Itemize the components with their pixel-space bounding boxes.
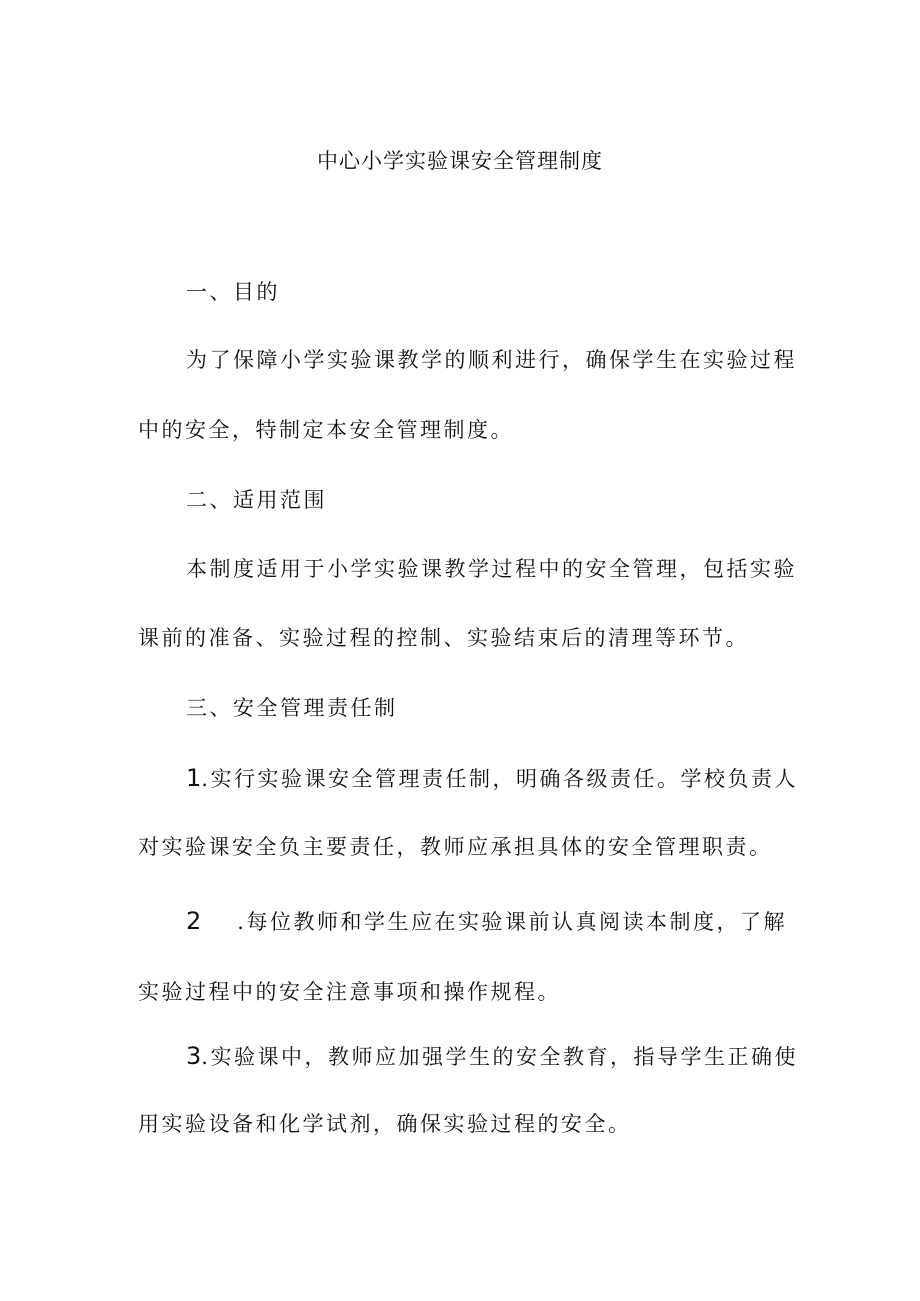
list-item-number: 2 (186, 907, 202, 935)
paragraph-line: 课前的准备、实验过程的控制、实验结束后的清理等环节。 (138, 626, 749, 650)
section-heading-purpose: 一、目的 (186, 280, 280, 304)
list-item-number: 3 (186, 1042, 202, 1070)
paragraph-line: 本制度适用于小学实验课教学过程中的安全管理，包括实验 (186, 557, 797, 581)
paragraph-line: 实验过程中的安全注意事项和操作规程。 (138, 980, 561, 1004)
paragraph-line: 为了保障小学实验课教学的顺利进行，确保学生在实验过程 (186, 348, 797, 372)
list-item-number: 1 (186, 764, 202, 792)
list-item-1-line (186, 762, 798, 795)
paragraph-line: 用实验设备和化学试剂，确保实验过程的安全。 (138, 1112, 632, 1136)
list-item-2-line (186, 905, 787, 938)
paragraph-line: 中的安全，特制定本安全管理制度。 (138, 418, 514, 442)
list-item-text: .实行实验课安全管理责任制，明确各级责任。学校负责人 (201, 767, 798, 791)
section-heading-scope: 二、适用范围 (186, 488, 327, 512)
list-item-text: .每位教师和学生应在实验课前认真阅读本制度，了解 (237, 910, 787, 934)
document-title: 中心小学实验课安全管理制度 (317, 149, 603, 173)
section-heading-responsibility: 三、安全管理责任制 (186, 696, 398, 720)
paragraph-line: 对实验课安全负主要责任，教师应承担具体的安全管理职责。 (138, 835, 773, 859)
list-item-text: .实验课中，教师应加强学生的安全教育，指导学生正确使 (201, 1045, 798, 1069)
list-item-3-line (186, 1040, 798, 1073)
